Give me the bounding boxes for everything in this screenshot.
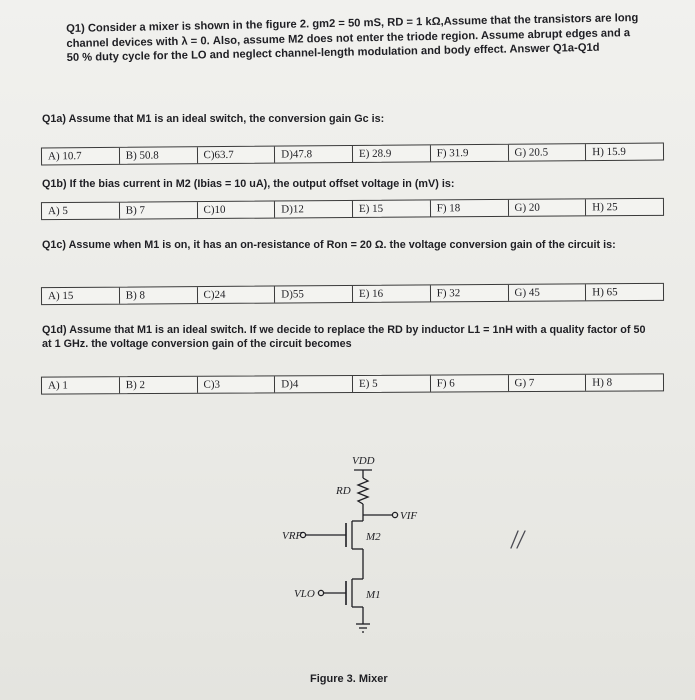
option-1a-b[interactable]: B) 50.8 [120,147,198,164]
option-1b-h[interactable]: H) 25 [592,201,618,214]
option-1a-g[interactable]: G) 20.5 [508,144,586,161]
options-1c [41,283,664,305]
option-1b-g[interactable]: G) 20 [508,199,586,216]
options-1a [41,143,664,166]
figure-caption: Figure 3. Mixer [310,673,388,685]
handwritten-mark [505,528,533,550]
option-1a-f[interactable]: F) 31.9 [431,145,509,162]
vdd-label: VDD [352,455,375,467]
option-1c-d[interactable]: D)55 [275,286,353,303]
option-1a-h[interactable]: H) 15.9 [592,145,626,159]
vlo-terminal [318,590,323,595]
option-1a-d[interactable]: D)47.8 [275,146,353,163]
mixer-circuit-diagram [280,448,440,648]
option-1c-e[interactable]: E) 16 [353,285,431,302]
option-1b-b[interactable]: B) 7 [120,202,198,219]
question-1a: Q1a) Assume that M1 is an ideal switch, the conversion gain Gc is: [42,113,385,125]
question-1b: Q1b) If the bias current in M2 (Ibias = 10 uA), the output offset voltage in (mV) is: [42,178,455,190]
question-intro: Q1) Consider a mixer is shown in the figure 2. gm2 = 50 mS, RD = 1 kΩ,Assume that the transistors are long channel devices with λ = 0. Also, assume M2 does not enter the triode region. Assume abrupt edges and a 50 % duty cycle for the LO and neglect channel-length modulation and body effect. Answer Q1a-Q1d [66,12,639,65]
rd-label: RD [336,485,351,497]
options-1d [41,373,664,394]
options-1b [41,198,664,220]
option-1b-d[interactable]: D)12 [275,201,353,218]
vif-terminal [392,512,397,517]
option-1b-f[interactable]: F) 18 [431,200,509,217]
option-1d-d[interactable]: D)4 [275,376,353,392]
m2-label: M2 [366,531,381,543]
vif-label: VIF [400,510,418,522]
option-1b-c[interactable]: C)10 [197,202,275,219]
option-1a-c[interactable]: C)63.7 [197,147,275,164]
option-1d-a[interactable]: A) 1 [42,377,120,393]
option-1c-g[interactable]: G) 45 [508,284,586,301]
option-1d-g[interactable]: G) 7 [508,375,586,391]
option-1d-c[interactable]: C)3 [197,376,275,392]
option-1b-e[interactable]: E) 15 [353,200,431,217]
question-1d: Q1d) Assume that M1 is an ideal switch. If we decide to replace the RD by inductor L1 = 1nH with a quality factor of 50 at 1 GHz. the voltage conversion gain of the circuit becomes [42,324,646,350]
option-1a-e[interactable]: E) 28.9 [353,145,431,162]
option-1c-a[interactable]: A) 15 [42,288,120,305]
option-1c-c[interactable]: C)24 [197,287,275,304]
question-1c: Q1c) Assume when M1 is on, it has an on-resistance of Ron = 20 Ω. the voltage conversion gain of the circuit is: [42,239,616,251]
option-1d-e[interactable]: E) 5 [353,376,431,392]
drain-resistor [358,478,368,504]
vrf-label: VRF [282,530,303,542]
option-1d-h[interactable]: H) 8 [592,376,613,389]
option-1a-a[interactable]: A) 10.7 [42,148,120,165]
option-1b-a[interactable]: A) 5 [42,203,120,220]
option-1c-b[interactable]: B) 8 [120,287,198,304]
option-1c-h[interactable]: H) 65 [592,286,618,299]
m1-label: M1 [366,589,381,601]
option-1c-f[interactable]: F) 32 [431,285,509,302]
option-1d-b[interactable]: B) 2 [120,377,198,393]
option-1d-f[interactable]: F) 6 [431,375,509,391]
vlo-label: VLO [294,588,315,600]
